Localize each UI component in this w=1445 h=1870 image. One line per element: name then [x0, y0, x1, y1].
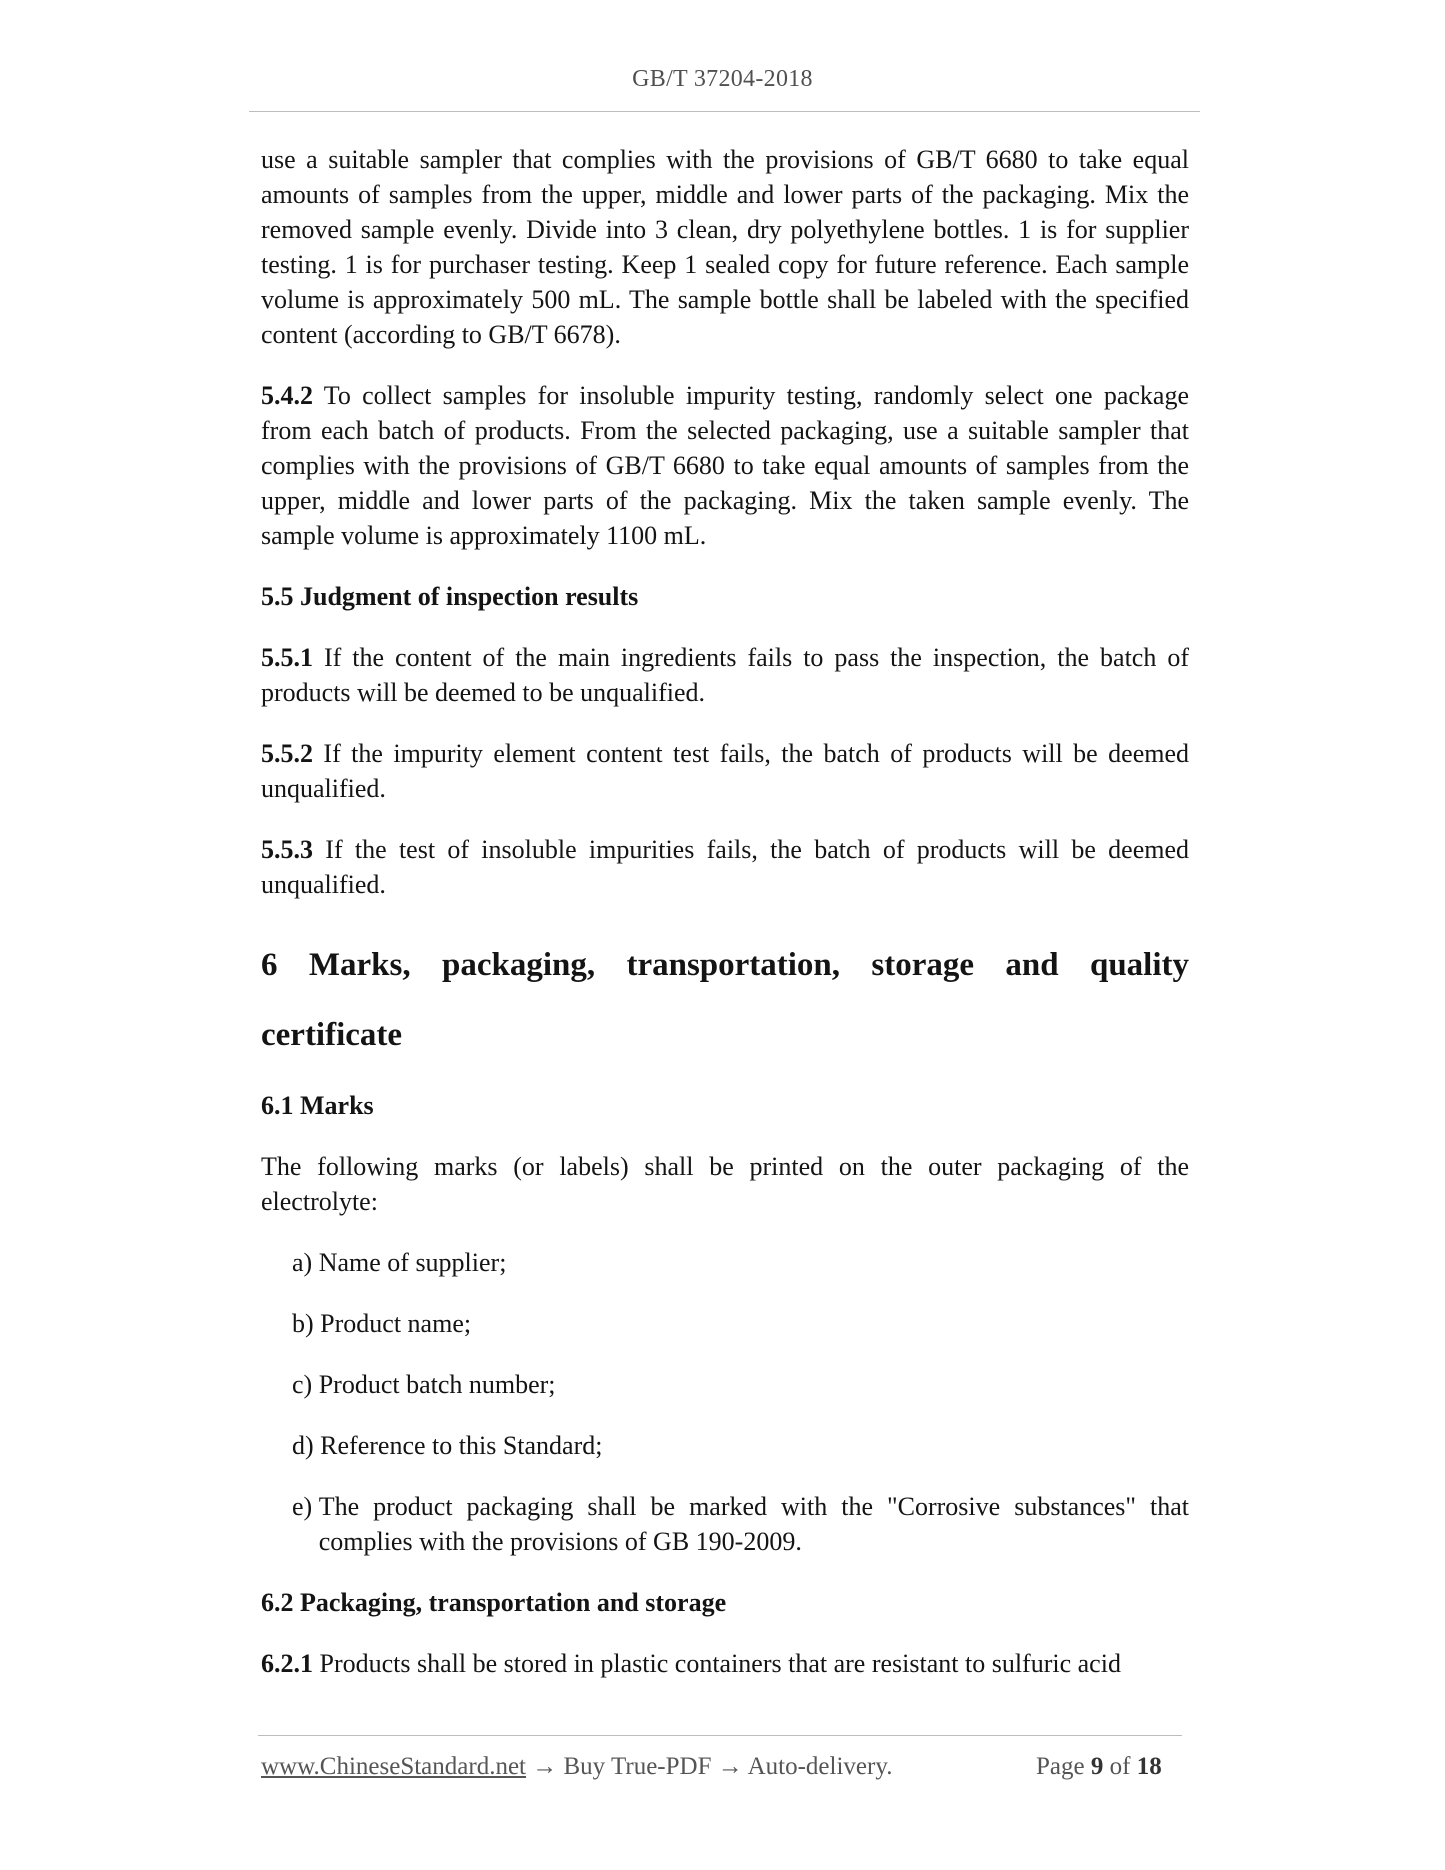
heading-5-5: 5.5 Judgment of inspection results: [261, 582, 639, 611]
paragraph-5-5-3: [261, 832, 1189, 902]
page-label: Page: [1036, 1753, 1091, 1780]
footer-promo: [261, 1753, 892, 1781]
list-item: [292, 1428, 1189, 1463]
document-header-id: GB/T 37204-2018: [632, 66, 813, 92]
paragraph-sampling-continued: use a suitable sampler that complies with the provisions of GB/T 6680 to take equal amounts of samples from the upper, middle and lower parts of the packaging. Mix the removed sample evenly. Divide into 3 clean, dry polyethylene bottles. 1 is for supplier testing. 1 is for purchaser testing. Keep 1 sealed copy for future reference. Each sample volume is approximately 500 mL. The sample bottle shall be labeled with the specified content (according to GB/T 6678).: [261, 145, 1189, 349]
website-link[interactable]: www.ChineseStandard.net: [261, 1753, 526, 1780]
page-content: [261, 142, 1189, 1707]
heading-6-1: 6.1 Marks: [261, 1091, 374, 1120]
clause-number: 6.2.1: [261, 1649, 313, 1678]
heading-chapter-6: 6 Marks, packaging, transportation, storage and quality certificate: [261, 947, 1189, 1053]
paragraph-5-5-2: [261, 736, 1189, 806]
total-pages-number: 18: [1136, 1753, 1162, 1780]
list-text: Name of supplier;: [318, 1248, 507, 1277]
list-text: Product batch number;: [318, 1370, 556, 1399]
clause-text: If the test of insoluble impurities fails, the batch of products will be deemed unqualified.: [261, 835, 1189, 899]
list-marker: b): [292, 1309, 321, 1338]
clause-text: To collect samples for insoluble impurity testing, randomly select one package from each batch of products. From the selected packaging, use a suitable sampler that complies with the provisions of GB/T 6680 to take equal amounts of samples from the upper, middle and lower parts of the packaging. Mix the taken sample evenly. The sample volume is approximately 1100 mL.: [261, 381, 1189, 550]
footer-promo-text: → Buy True-PDF → Auto-delivery.: [526, 1753, 893, 1780]
list-marker: e): [292, 1492, 319, 1521]
list-marker: c): [292, 1370, 319, 1399]
list-item: [292, 1306, 1189, 1341]
list-item: [292, 1367, 1189, 1402]
list-marker: d): [292, 1431, 321, 1460]
current-page-number: 9: [1090, 1753, 1104, 1780]
list-text: Product name;: [320, 1309, 472, 1338]
header-divider: [249, 111, 1200, 112]
of-label: of: [1103, 1753, 1137, 1780]
clause-number: 5.5.1: [261, 643, 313, 672]
paragraph-6-1: The following marks (or labels) shall be printed on the outer packaging of the electrolyte:: [261, 1152, 1189, 1216]
clause-number: 5.4.2: [261, 381, 313, 410]
paragraph-5-4-2: [261, 378, 1189, 553]
clause-number: 5.5.3: [261, 835, 313, 864]
clause-number: 5.5.2: [261, 739, 313, 768]
list-marker: a): [292, 1248, 319, 1277]
list-item: [292, 1489, 1189, 1559]
list-item: [292, 1245, 1189, 1280]
page-indicator: [1036, 1753, 1162, 1781]
paragraph-5-5-1: [261, 640, 1189, 710]
clause-text: If the impurity element content test fails, the batch of products will be deemed unqualified.: [261, 739, 1189, 803]
clause-text: Products shall be stored in plastic containers that are resistant to sulfuric acid: [313, 1649, 1121, 1678]
paragraph-6-2-1: [261, 1646, 1189, 1681]
list-text: The product packaging shall be marked with the "Corrosive substances" that complies with the provisions of GB 190-2009.: [318, 1492, 1189, 1556]
clause-text: If the content of the main ingredients fails to pass the inspection, the batch of products will be deemed to be unqualified.: [261, 643, 1189, 707]
footer-divider: [258, 1735, 1182, 1736]
heading-6-2: 6.2 Packaging, transportation and storage: [261, 1588, 727, 1617]
list-text: Reference to this Standard;: [320, 1431, 603, 1460]
